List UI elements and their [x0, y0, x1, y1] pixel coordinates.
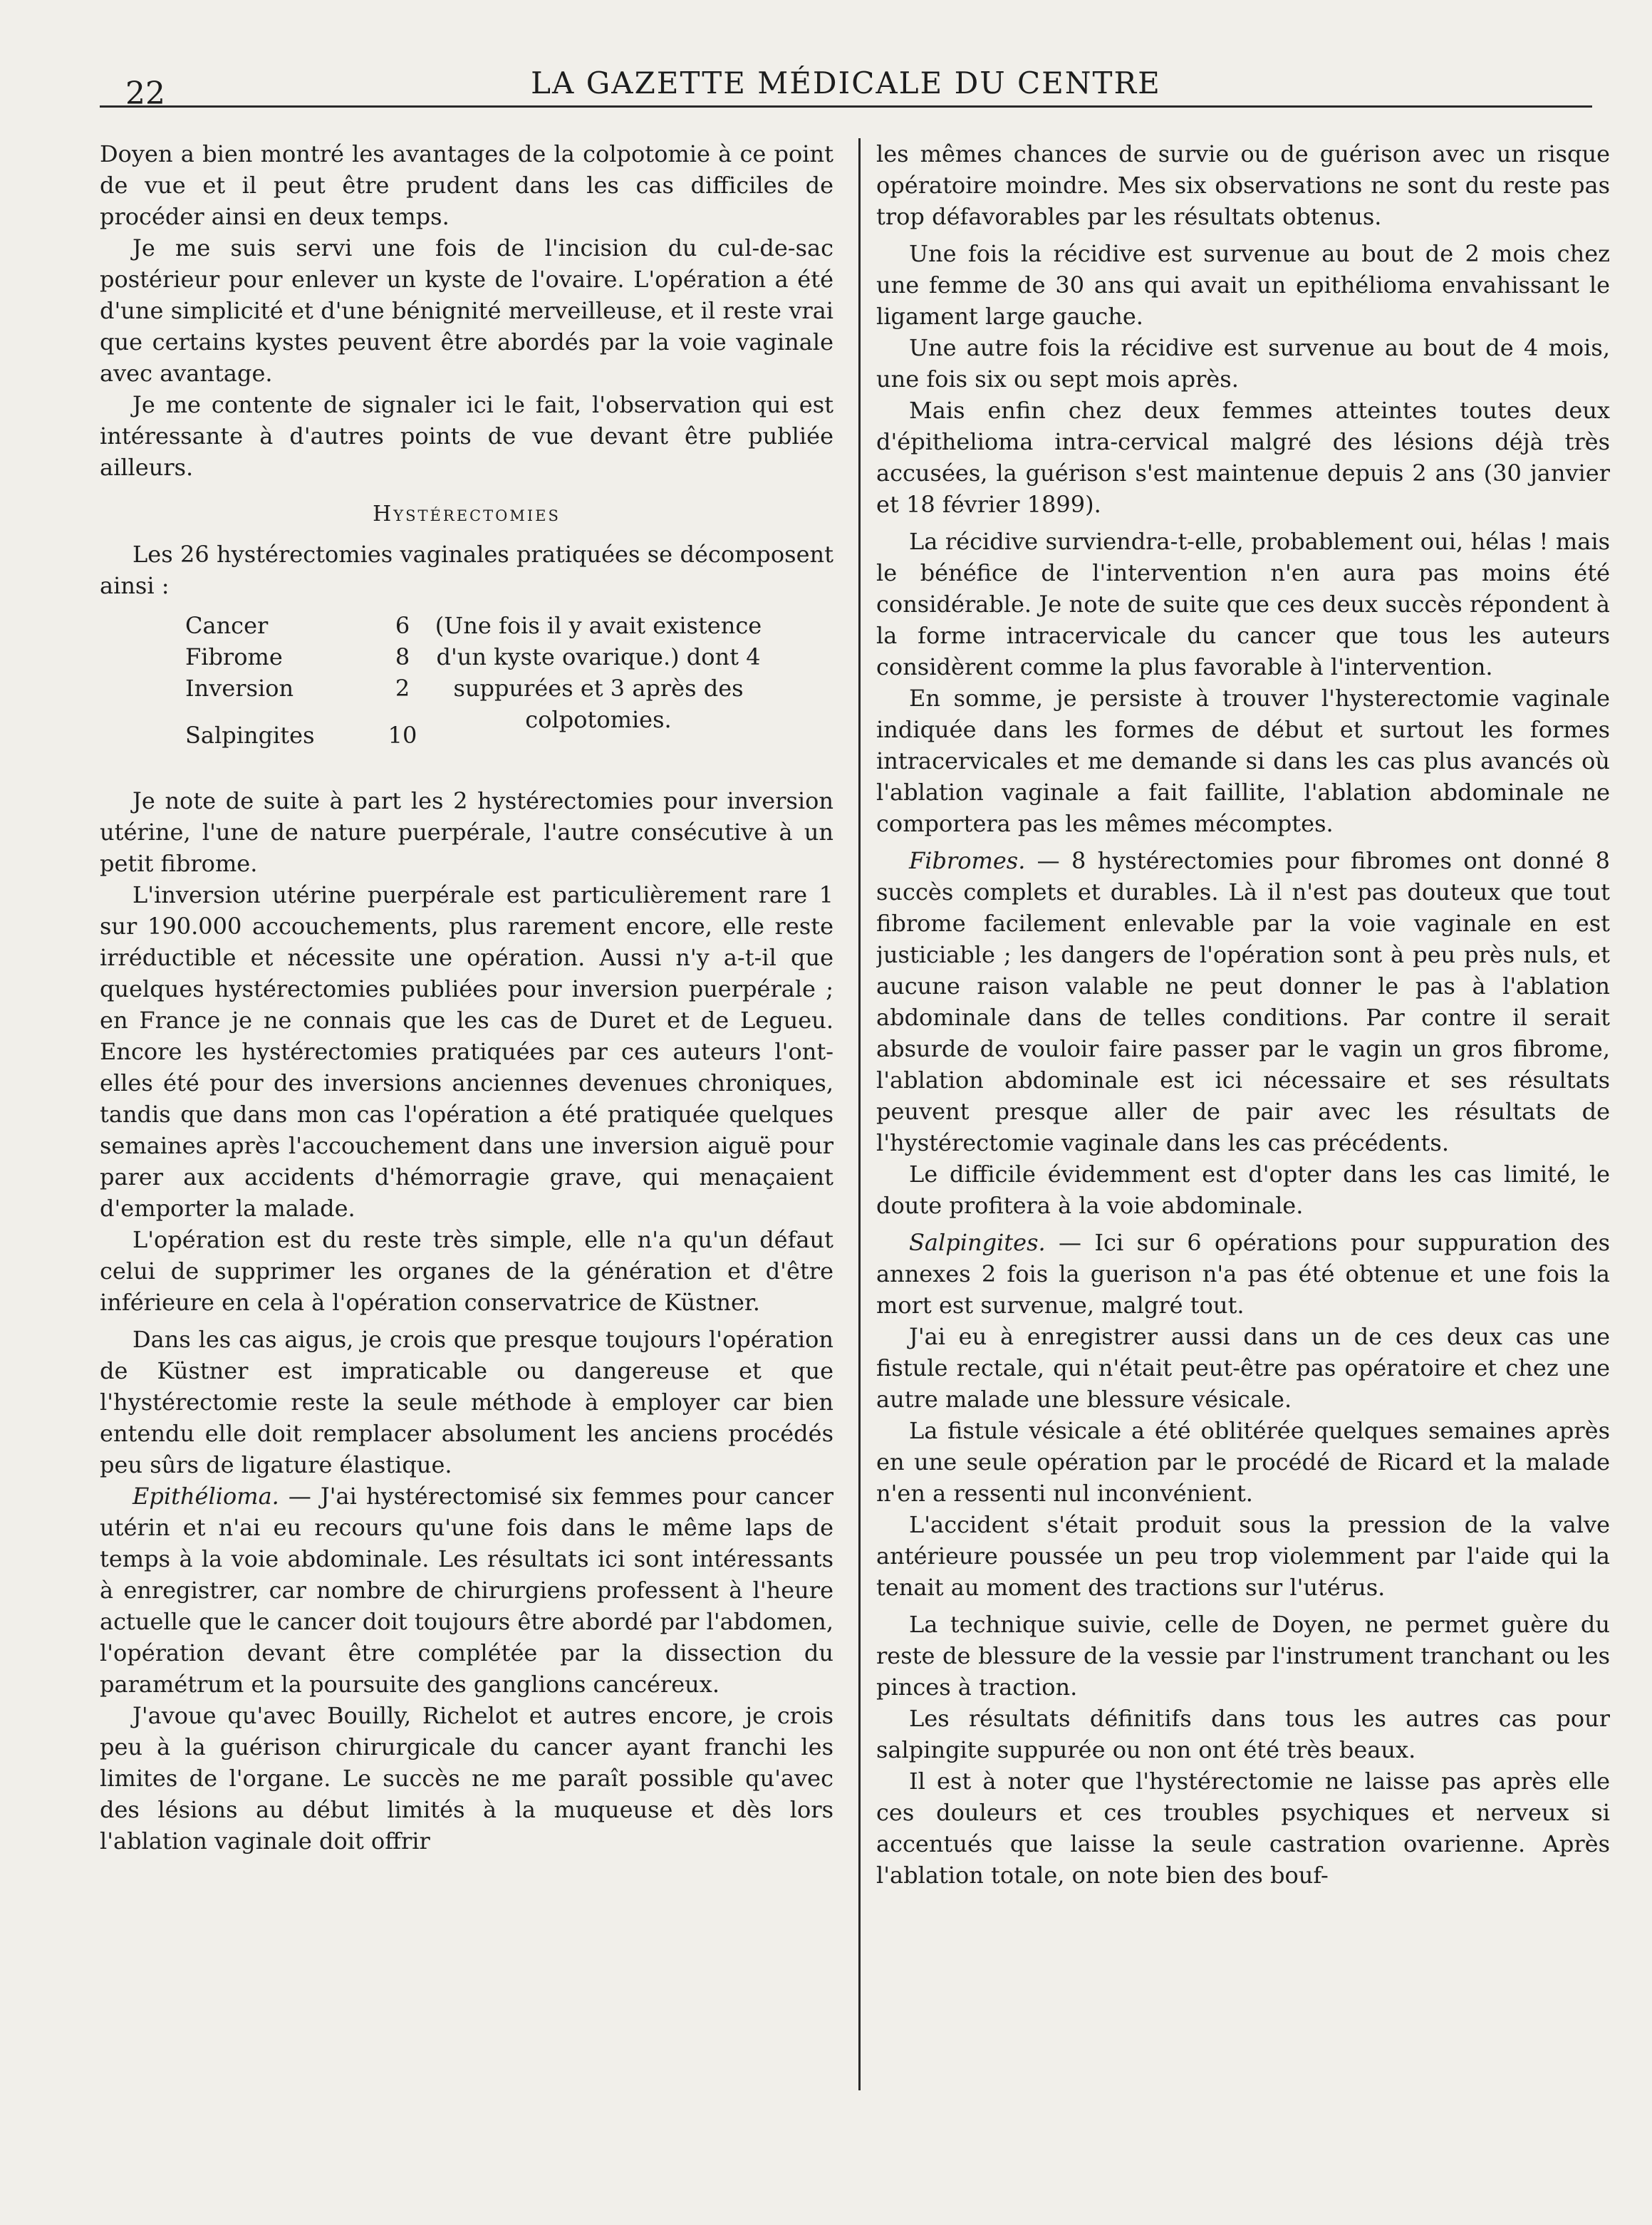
paragraph-body: — Ici sur 6 opérations pour suppuration des annexes 2 fois la guerison n'a pas été obtenue et une fois la mort est survenue, malgré tout. — [876, 1229, 1610, 1319]
section-heading: Hystérectomies — [373, 502, 561, 527]
paragraph: L'inversion utérine puerpérale est particulièrement rare 1 sur 190.000 accouchements, plus rarement encore, elle reste irréductible et nécessite une opération. Aussi n'y a-t-il que quelques hystérectomies publiées pour inversion puerpérale ; en France je ne connais que les cas de Duret et de Legueu. Encore les hystérectomies pratiquées par ces auteurs l'ont-elles été pour des inversions anciennes devenues chroniques, tandis que dans mon cas l'opération a été pratiquée quelques semaines après l'accouchement dans une inversion aiguë pour parer aux accidents d'hémorragie grave, qui menaçaient d'emporter la malade. — [100, 881, 833, 1222]
page-header — [100, 56, 1592, 112]
right-column — [876, 138, 1610, 2090]
paragraph: L'accident s'était produit sous la pression de la valve antérieure poussée un peu trop violemment par l'aide qui la tenait au moment des tractions sur l'utérus. — [876, 1511, 1610, 1601]
stats-label: Salpingites — [185, 722, 315, 749]
paragraph: Une autre fois la récidive est survenue au bout de 4 mois, une fois six ou sept mois après. — [876, 334, 1610, 393]
paragraph-body: — J'ai hystérectomisé six femmes pour cancer utérin et n'ai eu recours qu'une fois dans le même laps de temps à la voie abdominale. Les résultats ici sont intéressants à enregistrer, car nombre de chirurgiens professent à l'heure actuelle que le cancer doit toujours être abordé par l'abdomen, l'opération devant être complétée par la dissection du paramétrum et la poursuite des ganglions cancéreux. — [100, 1483, 833, 1698]
stats-note: (Une fois il y avait existence d'un kyste ovarique.) dont 4 suppurées et 3 après des colpotomies. — [435, 612, 762, 733]
stats-count: 2 — [395, 675, 410, 702]
stats-count: 6 — [395, 612, 410, 639]
paragraph — [100, 1480, 833, 1700]
stats-count: 10 — [388, 722, 417, 749]
paragraph: Le difficile évidemment est d'opter dans les cas limité, le doute profitera à la voie abdominale. — [876, 1161, 1610, 1219]
paragraph: Une fois la récidive est survenue au bout de 2 mois chez une femme de 30 ans qui avait un epithélioma envahissant le ligament large gauche. — [876, 240, 1610, 330]
stats-label: Fibrome — [185, 643, 283, 670]
paragraph: Dans les cas aigus, je crois que presque toujours l'opération de Küstner est impraticable ou dangereuse et que l'hystérectomie reste la seule méthode à employer car bien entendu elle doit remplacer absolument les anciens procédés peu sûrs de ligature élastique. — [100, 1326, 833, 1478]
paragraph: J'avoue qu'avec Bouilly, Richelot et autres encore, je crois peu à la guérison chirurgicale du cancer ayant franchi les limites de l'organe. Le succès ne me paraît possible qu'avec des lésions au début limités à la muqueuse et dès lors l'ablation vaginale doit offrir — [100, 1702, 833, 1855]
paragraph: Mais enfin chez deux femmes atteintes toutes deux d'épithelioma intra-cervical malgré des lésions déjà très accusées, la guérison s'est maintenue depuis 2 ans (30 janvier et 18 février 1899). — [876, 397, 1610, 518]
paragraph: Il est à noter que l'hystérectomie ne laisse pas après elle ces douleurs et ces troubles psychiques et nerveux si accentués que laisse la seule castration ovarienne. Après l'ablation totale, on note bien des bouf- — [876, 1768, 1610, 1889]
paragraph: Les 26 hystérectomies vaginales pratiquées se décomposent ainsi : — [100, 541, 833, 599]
paragraph: les mêmes chances de survie ou de guérison avec un risque opératoire moindre. Mes six observations ne sont du reste pas trop défavorables par les résultats obtenus. — [876, 140, 1610, 230]
paragraph: La fistule vésicale a été oblitérée quelques semaines après en une seule opération par le procédé de Ricard et la malade n'en a ressenti nul inconvénient. — [876, 1417, 1610, 1507]
paragraph: Les résultats définitifs dans tous les autres cas pour salpingite suppurée ou non ont été très beaux. — [876, 1705, 1610, 1763]
paragraph: La récidive surviendra-t-elle, probablement oui, hélas ! mais le bénéfice de l'intervention n'en aura pas moins été considérable. Je note de suite que ces deux succès répondent à la forme intracervicale du cancer que tous les auteurs considèrent comme la plus favorable à l'intervention. — [876, 528, 1610, 680]
paragraph: J'ai eu à enregistrer aussi dans un de ces deux cas une fistule rectale, qui n'était peut-être pas opératoire et chez une autre malade une blessure vésicale. — [876, 1323, 1610, 1413]
paragraph-body: — 8 hystérectomies pour fibromes ont donné 8 succès complets et durables. Là il n'est pas douteux que tout fibrome facilement enlevable par la voie vaginale en est justiciable ; les dangers de l'opération sont à peu près nuls, et aucune raison valable ne peut donner le pas à l'ablation abdominale dans de telles conditions. Par contre il serait absurde de vouloir faire passer par le vagin un gros fibrome, l'ablation abdominale est ici nécessaire et ses résultats peuvent presque aller de pair avec les résultats de l'hystérectomie vaginale dans les cas précédents. — [876, 847, 1610, 1156]
run-in-heading: Salpingites. — [909, 1229, 1046, 1256]
run-in-heading: Fibromes. — [909, 847, 1026, 874]
paragraph: Je note de suite à part les 2 hystérectomies pour inversion utérine, l'une de nature puerpérale, l'autre consécutive à un petit fibrome. — [100, 787, 833, 877]
paragraph: La technique suivie, celle de Doyen, ne permet guère du reste de blessure de la vessie par l'instrument tranchant ou les pinces à traction. — [876, 1611, 1610, 1701]
journal-title: LA GAZETTE MÉDICALE DU CENTRE — [531, 66, 1161, 100]
hysterectomy-stats-table — [185, 610, 769, 767]
column-divider — [858, 138, 861, 2090]
stats-label: Cancer — [185, 612, 269, 639]
paragraph — [876, 1227, 1610, 1321]
paragraph: Doyen a bien montré les avantages de la colpotomie à ce point de vue et il peut être prudent dans les cas difficiles de procéder ainsi en deux temps. — [100, 140, 833, 230]
paragraph: Je me contente de signaler ici le fait, l'observation qui est intéressante à d'autres points de vue devant être publiée ailleurs. — [100, 391, 833, 481]
page-number: 22 — [125, 76, 165, 112]
stats-label: Inversion — [185, 675, 294, 702]
run-in-heading: Epithélioma. — [133, 1483, 279, 1510]
stats-count: 8 — [395, 643, 410, 670]
paragraph: L'opération est du reste très simple, elle n'a qu'un défaut celui de supprimer les organes de la génération et d'être inférieure en cela à l'opération conservatrice de Küstner. — [100, 1226, 833, 1316]
left-column — [100, 138, 833, 2090]
paragraph — [876, 845, 1610, 1158]
paragraph: En somme, je persiste à trouver l'hysterectomie vaginale indiquée dans les formes de début et surtout les formes intracervicales et me demande si dans les cas plus avancés où l'ablation vaginale a fait faillite, l'ablation abdominale ne comportera pas les mêmes mécomptes. — [876, 685, 1610, 837]
paragraph: Je me suis servi une fois de l'incision du cul-de-sac postérieur pour enlever un kyste de l'ovaire. L'opération a été d'une simplicité et d'une bénignité merveilleuse, et il reste vrai que certains kystes peuvent être abordés par la voie vaginale avec avantage. — [100, 234, 833, 387]
